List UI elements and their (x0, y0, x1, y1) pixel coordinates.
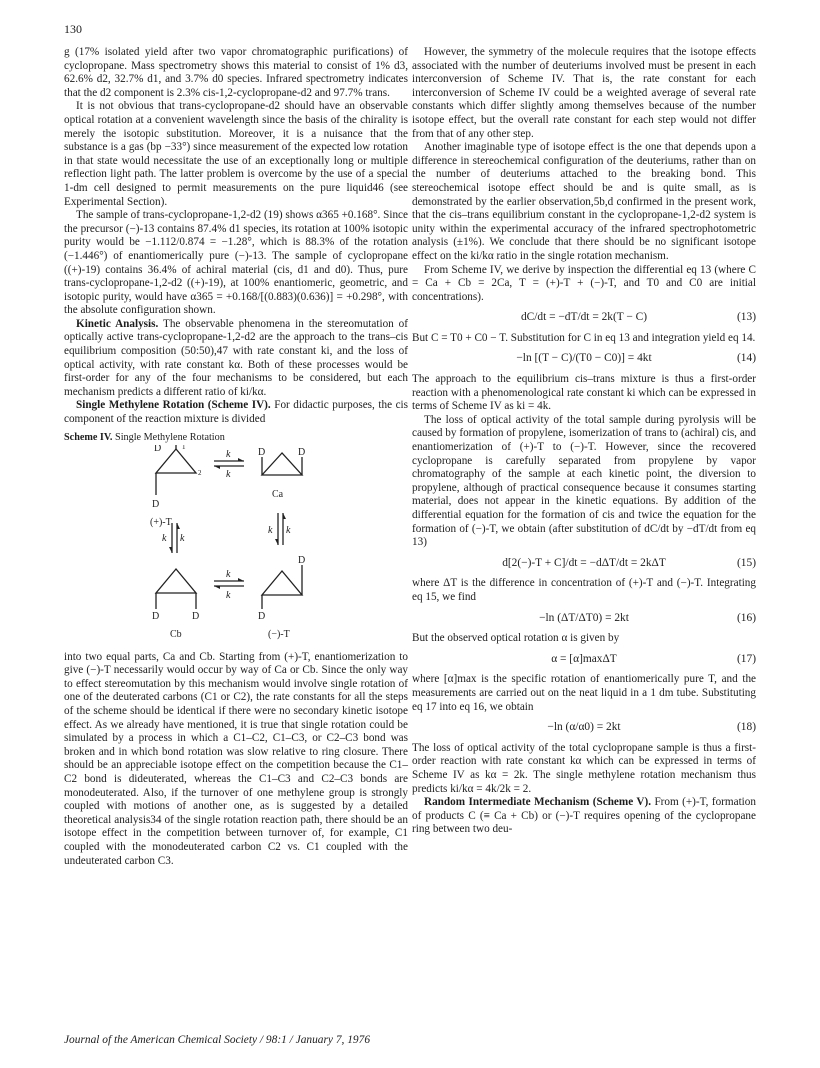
equation-expression: −ln [(T − C)/(T0 − C0)] = 4kt (516, 352, 652, 365)
label-k: k (286, 524, 291, 536)
label-k: k (226, 589, 231, 601)
label-k: k (226, 468, 231, 480)
label-plus-t: (+)-T (150, 516, 172, 528)
equation-15 (412, 557, 756, 571)
triangle-minus-t (262, 571, 302, 595)
paragraph: Another imaginable type of isotope effect is the one that depends upon a difference in stereochemical configuration of the deuteriums, rather than on the number of deuteriums attached to the breaking bond. This stereochemical isotope effect should be and is quite small, as is demonstrated by the earlier observation,5b,d confirmed in the present work, that the cis–trans equilibrium constant in the cyclopropane-1,2-d2 system is unity within the experimental accuracy of the infrared spectrophotometric analysis (±1%). We conclude that there should be no significant isotope effect on the ki/kα ratio in the single rotation mechanism. (412, 141, 756, 262)
section-heading: Single Methylene Rotation (Scheme IV). (76, 399, 271, 412)
label-d: D (258, 446, 266, 458)
label-d: D (298, 446, 306, 458)
label-carbon-1: 1 (182, 444, 186, 451)
paragraph: From Scheme IV, we derive by inspection the differential eq 13 (where C = Ca + Cb = 2Ca, T = (+)-T + (−)-T, and T0 and C0 are initial concentrations). (412, 263, 756, 303)
paragraph (64, 318, 408, 400)
label-d: D (152, 610, 160, 622)
scheme-number: Scheme IV. (64, 431, 113, 443)
paragraph (412, 796, 756, 837)
label-ca: Ca (272, 488, 284, 500)
equation-17 (412, 653, 756, 667)
label-carbon-2: 2 (198, 468, 202, 477)
label-minus-t: (−)-T (268, 628, 290, 640)
equation-number: (18) (737, 721, 756, 734)
equation-expression: d[2(−)-T + C]/dt = −dΔT/dt = 2kΔT (502, 556, 666, 569)
paragraph: It is not obvious that trans-cyclopropane-d2 should have an observable optical rotation at a convenient wavelength since the basis of the chirality is merely the isotopic substitution. Moreover, it is a nuisance that the substance is a gas (bp −33°) since measurement of the expected low rotation in that state would necessitate the use of an exceptionally long or multiple reflection light path. The latter problem is overcome by the use of a special 1-dm cell designed to permit measurements on the pure liquid46 (see Experimental Section). (64, 100, 408, 208)
scheme-iv (64, 431, 408, 651)
paragraph-text: The observable phenomena in the stereomutation of optically active trans-cyclopropane-1,2-d2 are the approach to the trans–cis equilibrium composition (50:50),47 with rate constant ki, and the loss of optical activity, with rate constant kα. Both of these processes would be first-order for any of the four mechanisms to be considered, but each mechanism predicts a different ratio of ki/kα. (64, 317, 408, 398)
page-number: 130 (64, 22, 82, 36)
equation-number: (16) (737, 611, 756, 624)
equation-expression: −ln (ΔT/ΔT0) = 2kt (539, 611, 629, 624)
label-d: D (298, 554, 306, 566)
scheme-diagram (64, 445, 408, 651)
paragraph: where ΔT is the difference in concentration of (+)-T and (−)-T. Integrating eq 15, we find (412, 577, 756, 603)
section-heading: Random Intermediate Mechanism (Scheme V). (424, 796, 652, 809)
paragraph: But the observed optical rotation α is given by (412, 632, 620, 645)
label-k: k (180, 532, 185, 544)
label-k: k (226, 448, 231, 460)
paragraph-text: From (+)-T, formation of products C (≡ Ca + Cb) or (−)-T requires opening of the cyclopropane ring between two deu- (412, 796, 756, 836)
paragraph: The loss of optical activity of the total sample during pyrolysis will be caused by formation of propylene, isomerization of trans to (achiral) cis, and enantiomerization of (+)-T to (−)-T. However, since the recovered cyclopropane is carefully separated from propylene by vapor chromatography of the sample at each kinetic point, the diversion to propylene, although of practical consequence because it consumes starting material, does not appear in the kinetic equations. By addition of the differential equation for the formation of cis and twice the equation for the formation of (−)-T, we obtain (after substitution of dC/dt by −dT/dt from eq 13) (412, 413, 756, 549)
label-cb: Cb (170, 628, 182, 640)
label-k: k (226, 568, 231, 580)
label-d: D (258, 610, 266, 622)
paragraph: But C = T0 + C0 − T. Substitution for C in eq 13 and integration yield eq 14. (412, 331, 756, 344)
triangle-plus-t (156, 449, 196, 473)
equation-18 (412, 721, 756, 735)
equation-expression: −ln (α/α0) = 2kt (547, 721, 621, 734)
paragraph-text: For didactic purposes, the cis component of the reaction mixture is divided (64, 399, 408, 426)
equation-expression: α = [α]maxΔT (551, 652, 617, 665)
paragraph: However, the symmetry of the molecule requires that the isotope effects associated with the number of deuteriums involved must be present in each interconversion of Scheme IV. That is, the rate constant for each interconversion of Scheme IV could be a weighted average of several rate constants which differ slightly among themselves because of the number isotope effect, but the overall rate constant for each step would not differ from that of any other step. (412, 46, 756, 140)
journal-footer: Journal of the American Chemical Society / 98:1 / January 7, 1976 (64, 1034, 371, 1046)
triangle-ca (262, 453, 302, 475)
equation-14 (412, 352, 756, 366)
equation-number: (14) (737, 352, 756, 365)
label-k: k (268, 524, 273, 536)
paragraph: The approach to the equilibrium cis–trans mixture is thus a first-order reaction with a phenomenological rate constant ki which can be expressed in terms of Scheme IV as ki = 4k. (412, 373, 756, 413)
label-d: D (152, 498, 160, 510)
equation-number: (15) (737, 556, 756, 569)
equation-number: (13) (737, 311, 756, 324)
paragraph: into two equal parts, Ca and Cb. Starting from (+)-T, enantiomerization to give (−)-T necessarily would occur by way of Ca or Cb. Since the only way to effect stereomutation by this mechanism would involve single rotation of one of the deuterated carbons (C1 or C2), the rate constants for all the steps of the scheme should be identical if there were no secondary kinetic isotope effect. As we already have mentioned, it is true that single rotation could be simulated by a process in which a C1–C2, C1–C3, or C2–C3 bond was broken and in which bond rotation was slow relative to ring closure. There should be an appreciable isotope effect on the competition because the C1–C2 bond is dideuterated, whereas the C1–C3 and C2–C3 bonds are monodeuterated. Also, if the turnover of one methylene group is strongly coupled with motions of another one, as is suggested by a detailed theoretical analysis34 of the single rotation reaction path, there should be an isotope effect in the competition between turnover of, for example, C1 coupled with the monodeuterated carbon C2 vs. C1 coupled with the undeuterated carbon C3. (64, 650, 408, 867)
label-k: k (162, 532, 167, 544)
right-column (412, 46, 756, 837)
paragraph: The sample of trans-cyclopropane-1,2-d2 (19) shows α365 +0.168°. Since the precursor (−)-13 contains 87.4% d1 species, its rotation at 100% isotopic purity would be −1.112/0.874 = −1.28°, which is 88.3% of the rotation (−1.446°) of enantiomerically pure (−)-13. The sample of cyclopropane ((+)-19) contains 36.4% of achiral material (cis, d1 and d0). Thus, pure trans-cyclopropane-1,2-d2 ((+)-19), at 100% enantiomeric, geometric, and isotopic purity, would have α365 = +0.168/[(0.883)(0.636)] = +0.298°, with the absolute configuration shown. (64, 209, 408, 317)
equation-expression: dC/dt = −dT/dt = 2k(T − C) (520, 311, 648, 324)
paragraph (64, 399, 408, 426)
paragraph: The loss of optical activity of the total cyclopropane sample is thus a first-order reaction with rate constant kα which can be expressed in terms of Scheme IV as kα = 2k. The single methylene rotation mechanism thus predicts ki/kα = 4k/2k = 2. (412, 741, 756, 795)
equation-number: (17) (737, 652, 756, 665)
label-d: D (192, 610, 200, 622)
triangle-cb (156, 569, 196, 593)
equation-16 (412, 612, 756, 626)
section-heading: Kinetic Analysis. (76, 317, 159, 330)
left-column (64, 46, 408, 868)
paragraph: g (17% isolated yield after two vapor chromatographic purifications) of cyclopropane. Mass spectrometry shows this material to consist of 1% d3, 62.6% d2, 32.7% d1, and 3.7% d0 species. Infrared spectrometry indicates that the d2 component is 2.3% cis-1,2-cyclopropane-d2 and 97.7% trans. (64, 46, 408, 99)
scheme-title (64, 431, 225, 445)
scheme-caption: Single Methylene Rotation (115, 431, 225, 443)
paragraph: where [α]max is the specific rotation of enantiomerically pure T, and the measurements are carried out on the neat liquid in a 1 dm tube. Substituting eq 17 into eq 16, we obtain (412, 673, 756, 713)
label-d: D (154, 444, 162, 454)
equation-13 (412, 311, 756, 325)
